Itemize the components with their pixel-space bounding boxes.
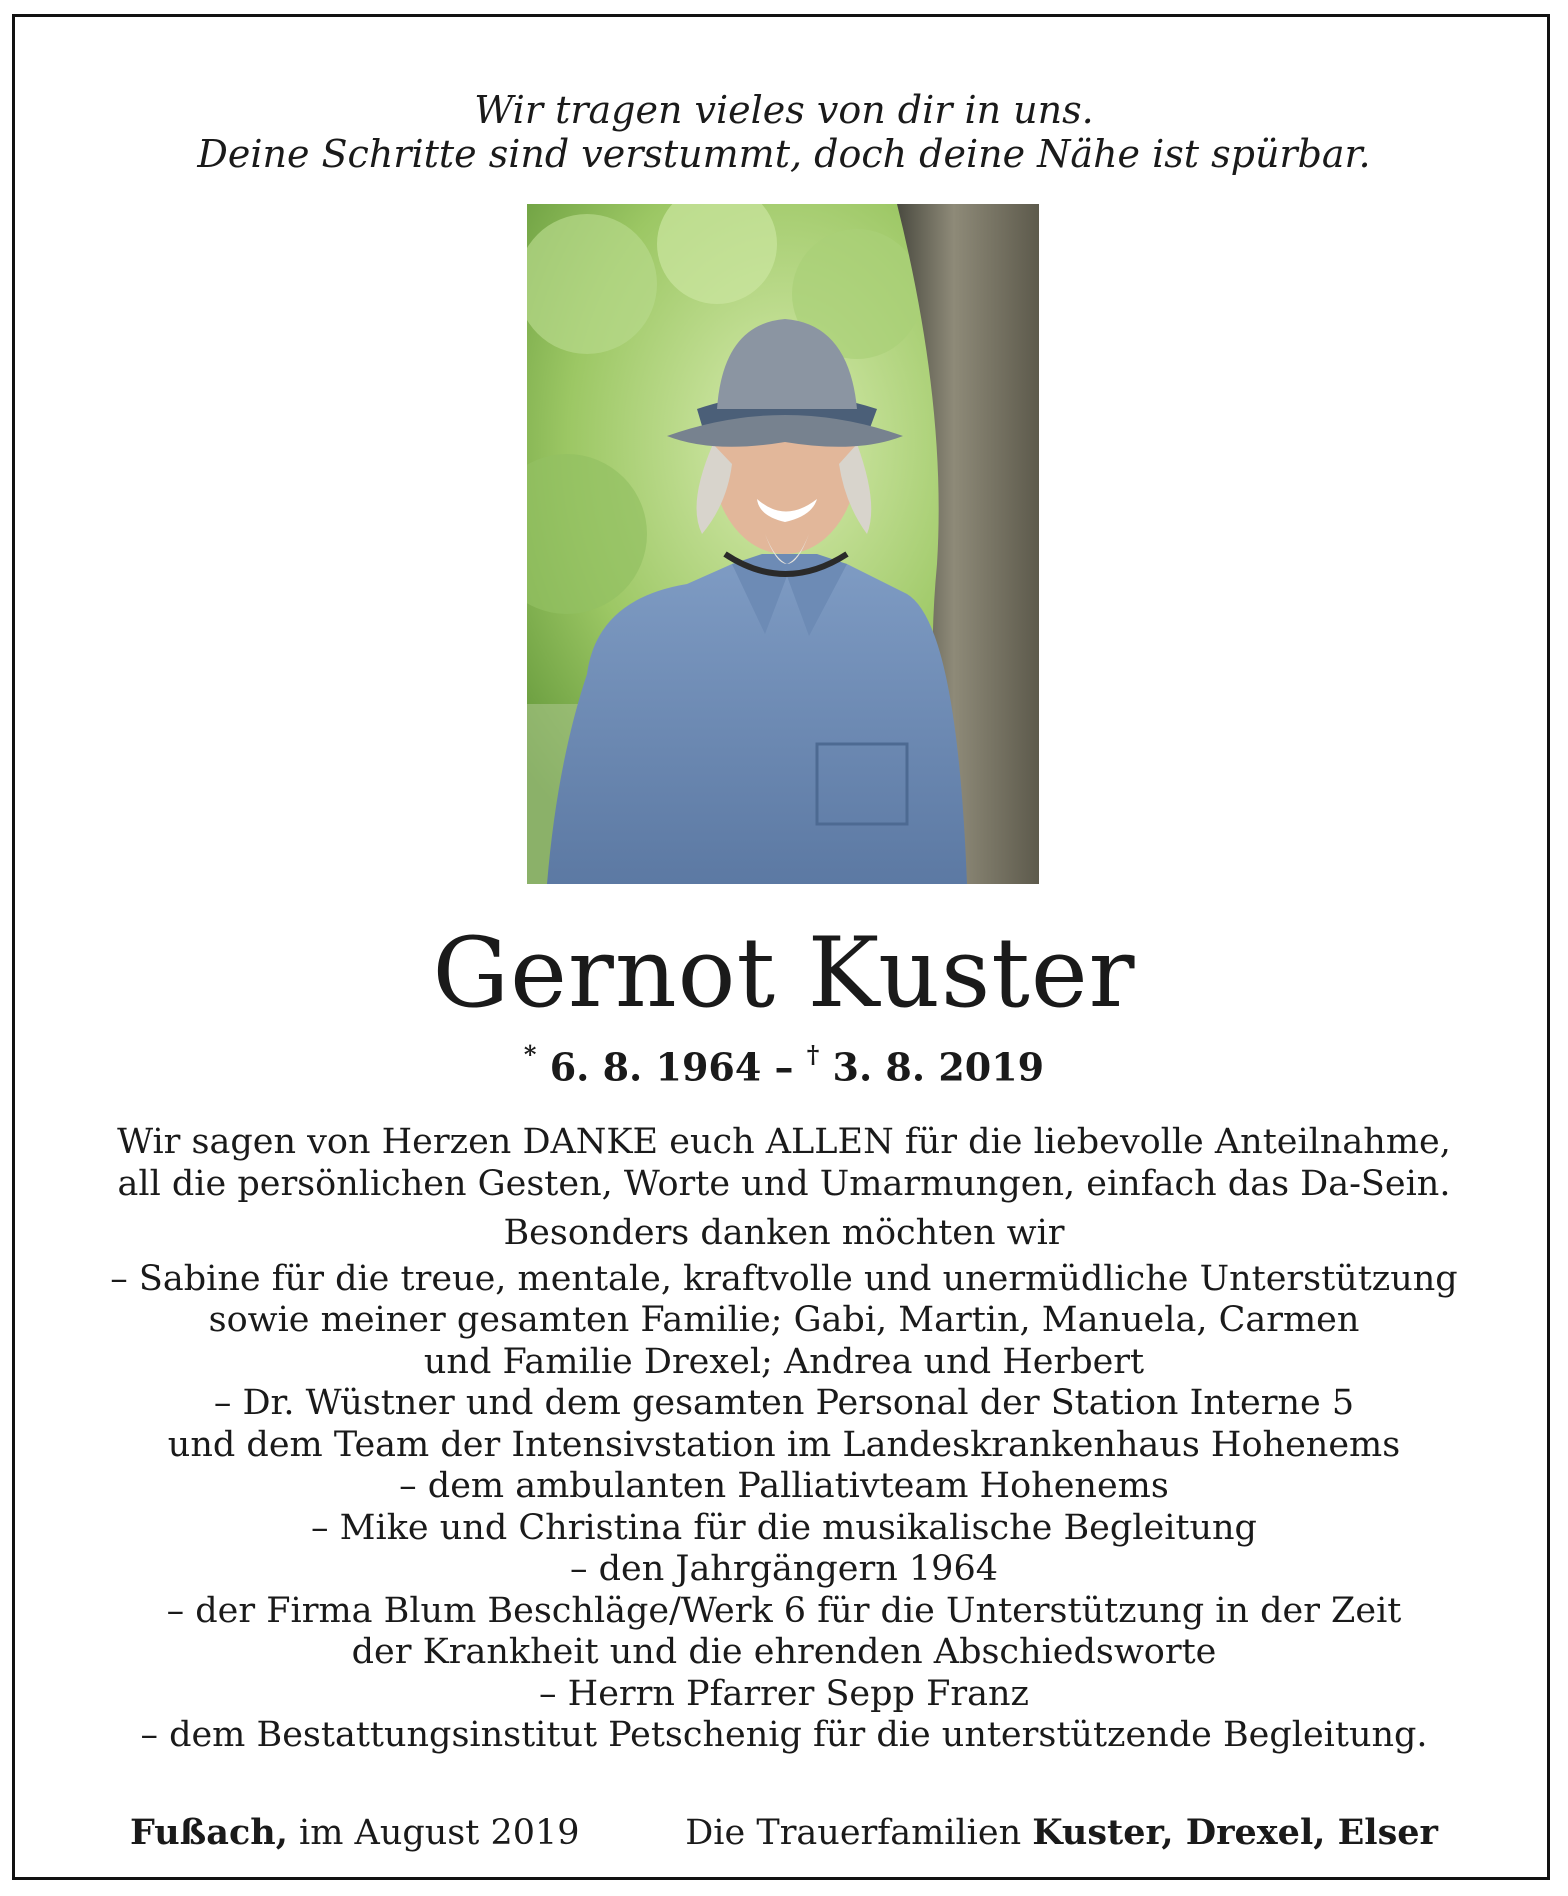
text-line: und Familie Drexel; Andrea und Herbert bbox=[423, 1341, 1145, 1382]
place: Fußach, bbox=[130, 1812, 288, 1853]
date-separator: – bbox=[761, 1044, 807, 1090]
deceased-name: Gernot Kuster bbox=[432, 917, 1136, 1029]
text-line: – dem ambulanten Palliativteam Hohenems bbox=[399, 1466, 1169, 1506]
text-line: und dem Team der Intensivstation im Landeskrankenhaus Hohenems bbox=[167, 1424, 1401, 1465]
motto-line-2: Deine Schritte sind verstummt, doch deine Nähe ist spürbar. bbox=[197, 132, 1371, 176]
text-line: Besonders danken möchten wir bbox=[503, 1213, 1065, 1253]
family-names: Kuster, Drexel, Elser bbox=[1032, 1812, 1438, 1853]
text-line: Wir sagen von Herzen DANKE euch ALLEN für die liebevolle Anteilnahme, bbox=[117, 1122, 1451, 1162]
date: im August 2019 bbox=[287, 1813, 580, 1853]
footer bbox=[130, 1812, 1438, 1853]
portrait-photo bbox=[527, 204, 1039, 884]
families bbox=[685, 1812, 1438, 1853]
text-line: – Mike und Christina für die musikalische Begleitung bbox=[311, 1507, 1257, 1548]
thank-you-text bbox=[60, 1122, 1508, 1757]
motto bbox=[0, 88, 1568, 176]
text-line: – dem Bestattungsinstitut Petschenig für die unterstützende Begleitung. bbox=[140, 1715, 1428, 1755]
death-date: 3. 8. 2019 bbox=[832, 1044, 1045, 1090]
text-line: der Krankheit und die ehrenden Abschiedsworte bbox=[351, 1632, 1217, 1672]
text-line: – der Firma Blum Beschläge/Werk 6 für die Unterstützung in der Zeit bbox=[166, 1590, 1402, 1631]
birth-date: 6. 8. 1964 bbox=[549, 1044, 762, 1090]
text-line: – Herrn Pfarrer Sepp Franz bbox=[539, 1673, 1029, 1714]
place-and-date bbox=[130, 1812, 580, 1853]
families-prefix: Die Trauerfamilien bbox=[685, 1813, 1033, 1853]
life-dates bbox=[0, 1040, 1568, 1090]
motto-line-1: Wir tragen vieles von dir in uns. bbox=[474, 88, 1094, 132]
birth-symbol: * bbox=[523, 1040, 537, 1069]
text-line: all die persönlichen Gesten, Worte und Umarmungen, einfach das Da-Sein. bbox=[117, 1163, 1451, 1204]
text-line: – Dr. Wüstner und dem gesamten Personal der Station Interne 5 bbox=[213, 1383, 1355, 1423]
death-symbol: † bbox=[806, 1040, 820, 1069]
text-line: sowie meiner gesamten Familie; Gabi, Martin, Manuela, Carmen bbox=[208, 1300, 1360, 1340]
text-line: – den Jahrgängern 1964 bbox=[570, 1549, 998, 1589]
text-line: – Sabine für die treue, mentale, kraftvolle und unermüdliche Unterstützung bbox=[110, 1258, 1458, 1299]
